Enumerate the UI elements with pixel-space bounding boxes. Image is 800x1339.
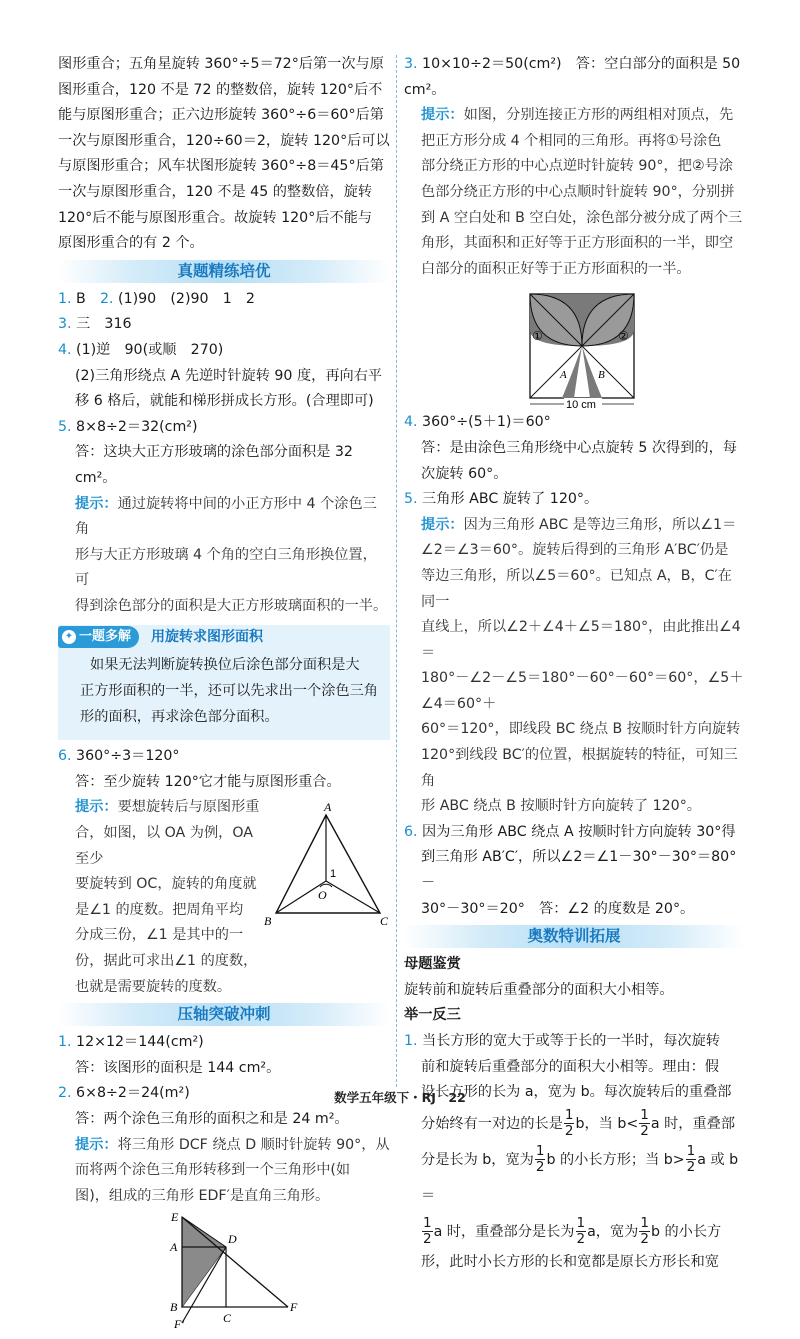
square-rotation-figure <box>522 290 642 410</box>
press-answer-2-tip: 提示：将三角形 DCF 绕点 D 顺时针旋转 90°，从 <box>75 1136 390 1153</box>
answer-6-tip: 提示：要想旋转后与原图形重 <box>75 799 260 816</box>
svg-text:B: B <box>170 1300 178 1315</box>
svg-text:C: C <box>380 914 389 929</box>
fraction: $\frac{1}{2}$ <box>640 1215 649 1248</box>
tip-line: 60°＝120°，即线段 BC 绕点 B 按顺时针方向旋转 <box>421 721 741 738</box>
intro-line: 120°后不能与原图形重合。故旋转 120°后不能与 <box>58 209 373 226</box>
answer-4: 4. (1)逆 90(或顺 270) <box>58 341 224 358</box>
tip-line: 而将两个涂色三角形转移到一个三角形中(如 <box>75 1162 351 1179</box>
box-line: 如果无法判断旋转换位后涂色部分面积是大 <box>90 657 360 674</box>
answer-4-reply: 答：是由涂色三角形绕中心点旋转 5 次得到的，每 <box>421 439 737 456</box>
answer-5-right: 5. 三角形 ABC 旋转了 120°。 <box>404 491 599 508</box>
tip-line: 直线上，所以∠2＋∠4＋∠5＝180°，由此推出∠4＝ <box>421 619 741 661</box>
svg-text:O: O <box>318 888 327 903</box>
answer-6: 6. 360°÷3＝120° <box>58 748 180 765</box>
tip-line: 份，据此可求出∠1 的度数， <box>75 953 258 969</box>
tip-line: 色部分绕正方形的中心点顺时针旋转 90°，分别拼 <box>421 183 735 200</box>
answer-4-line: (2)三角形绕点 A 先逆时针旋转 90 度，再向右平 <box>75 367 383 384</box>
tip-line: 形与大正方形玻璃 4 个角的空白三角形换位置，可 <box>75 546 377 589</box>
fraction: $\frac{1}{2}$ <box>423 1215 432 1248</box>
svg-text:①: ① <box>532 329 543 344</box>
answer-6-line: 到三角形 AB′C′，所以∠2＝∠1－30°－30°＝80°－ <box>421 849 737 892</box>
tip-line: 形 ABC 绕点 B 按顺时针方向旋转了 120°。 <box>421 798 701 815</box>
answer-4-right: 4. 360°÷(5＋1)＝60° <box>404 414 551 431</box>
mother-title: 母题鉴赏 <box>404 956 461 973</box>
svg-text:B: B <box>598 369 605 382</box>
press-answer-1: 1. 12×12＝144(cm²) <box>58 1034 204 1051</box>
svg-text:A: A <box>560 369 567 382</box>
answer-6-reply: 答：至少旋转 120°它才能与原图形重合。 <box>75 773 341 790</box>
section-banner-yazhou: 压轴突破冲刺 <box>58 1003 390 1026</box>
svg-text:1: 1 <box>330 868 337 881</box>
intro-line: 原图形重合的有 2 个。 <box>58 235 204 252</box>
tip-line: 白部分的面积正好等于正方形面积的一半。 <box>421 260 691 277</box>
juyi-line: 形，此时小长方形的长和宽都是原长方形长和宽 <box>421 1253 719 1270</box>
answer-4-reply: 次旋转 60°。 <box>421 465 508 482</box>
tip-line: 角形，其面积和正好等于正方形面积的一半，即空 <box>421 235 734 252</box>
multi-solution-title: 用旋转求图形面积 <box>151 628 264 645</box>
answer-6-line: 30°－30°＝20° 答：∠2 的度数是 20°。 <box>421 900 695 917</box>
intro-line: 能与原图形重合；正六边形旋转 360°÷6＝60°后第 <box>58 107 384 124</box>
tip-line: 要旋转到 OC，旋转的角度就 <box>75 876 257 893</box>
svg-text:②: ② <box>618 329 629 344</box>
fraction: $\frac{1}{2}$ <box>686 1143 696 1176</box>
svg-text:D: D <box>228 1232 237 1247</box>
tip-line: 180°－∠2－∠5＝180°－60°－60°＝60°，∠5＋∠4＝60°＋ <box>421 670 744 712</box>
intro-line: 一次与原图形重合，120÷60＝2，旋转 120°后可以 <box>58 132 390 149</box>
answer-3: 3. 三 316 <box>58 316 132 333</box>
multi-solution-tag: ✦ 一题多解 <box>58 626 139 648</box>
page-footer: 数学五年级下・RJ 22 <box>334 1090 466 1105</box>
answer-5-tip: 提示：通过旋转将中间的小正方形中 4 个涂色三角 <box>75 495 377 538</box>
intro-line: 图形重合；五角星旋转 360°÷5＝72°后第一次与原 <box>58 56 384 72</box>
svg-text:A: A <box>170 1240 178 1255</box>
intro-line: 图形重合，120 不是 72 的整数倍，旋转 120°后不 <box>58 81 383 98</box>
svg-text:10 cm: 10 cm <box>566 399 596 412</box>
intro-line: 一次与原图形重合，120 不是 45 的整数倍，旋转 <box>58 183 373 200</box>
press-answer-2-reply: 答：两个涂色三角形的面积之和是 24 m²。 <box>75 1110 349 1127</box>
fraction: $\frac{1}{2}$ <box>640 1107 649 1140</box>
left-column <box>58 52 390 1339</box>
svg-text:F′: F′ <box>174 1317 184 1332</box>
section-banner-zhenti: 真题精练培优 <box>58 260 390 283</box>
svg-text:E: E <box>171 1210 179 1225</box>
answer-5-tip: 提示：因为三角形 ABC 是等边三角形，所以∠1＝ <box>421 516 737 533</box>
tip-line: 120°到线段 BC′的位置，根据旋转的特征，可知三角 <box>421 747 738 789</box>
svg-text:F: F <box>290 1300 298 1315</box>
answer-6-tip-block <box>58 795 390 1000</box>
equilateral-triangle-figure <box>264 800 390 933</box>
section-banner-aoshu: 奥数特训拓展 <box>404 925 744 948</box>
svg-text:B: B <box>264 914 272 929</box>
tip-line: 到 A 空白处和 B 空白处，涂色部分被分成了两个三 <box>421 209 743 226</box>
multi-solution-box <box>58 625 390 740</box>
answer-3-right: 3. 10×10÷2＝50(cm²) 答：空白部分的面积是 50 cm²。 <box>404 56 741 98</box>
tip-line: 是∠1 的度数。把周角平均 <box>75 901 244 918</box>
answer-5-reply: 答：这块大正方形玻璃的涂色部分面积是 32 cm²。 <box>75 444 353 486</box>
answer-5: 5. 8×8÷2＝32(cm²) <box>58 418 198 435</box>
svg-text:A: A <box>324 800 332 815</box>
fraction: $\frac{1}{2}$ <box>564 1107 574 1140</box>
box-line: 形的面积，再求涂色部分面积。 <box>80 708 279 725</box>
fraction: $\frac{1}{2}$ <box>535 1143 545 1176</box>
juyi-line: $\frac{1}{2}$ a 时，重叠部分是长为 $\frac{1}{2}$ a，宽为 $\frac{1}{2}$ b 的小长方 <box>423 1215 722 1248</box>
press-answer-1-reply: 答：该图形的面积是 144 cm²。 <box>75 1059 281 1076</box>
tip-line: 也就是需要旋转的度数。 <box>75 978 232 995</box>
juyi-answer-1: 1. 当长方形的宽大于或等于长的一半时，每次旋转 <box>404 1033 720 1049</box>
answer-6-right: 6. 因为三角形 ABC 绕点 A 按顺时针方向旋转 30°得 <box>404 823 736 840</box>
tip-line: 等边三角形，所以∠5＝60°。已知点 A，B，C′在同一 <box>421 567 732 610</box>
tip-line: 部分绕正方形的中心点逆时针旋转 90°，把②号涂 <box>421 158 733 175</box>
tip-line: 图)，组成的三角形 EDF′是直角三角形。 <box>75 1187 330 1204</box>
column-divider <box>396 55 397 1087</box>
answer-4-line: 移 6 格后，就能和梯形拼成长方形。(合理即可) <box>75 393 374 410</box>
lightbulb-icon: ✦ <box>62 630 76 644</box>
juyi-line: 设长方形的长为 a，宽为 b。每次旋转后的重叠部 <box>421 1084 732 1101</box>
answer-3-tip: 提示：如图，分别连接正方形的两组相对顶点，先 <box>421 107 734 124</box>
tip-line: 合，如图，以 OA 为例，OA 至少 <box>75 825 253 867</box>
right-triangle-figure <box>118 1210 318 1332</box>
tip-line: 分成三份，∠1 是其中的一 <box>75 927 244 944</box>
svg-text:C: C <box>223 1311 232 1326</box>
tip-line: ∠2＝∠3＝60°。旋转后得到的三角形 A′BC′仍是 <box>421 542 729 559</box>
tip-line: 得到涂色部分的面积是大正方形玻璃面积的一半。 <box>75 597 388 614</box>
box-line: 正方形面积的一半，还可以先求出一个涂色三角 <box>80 683 378 700</box>
juyi-line: 分是长为 b，宽为 $\frac{1}{2}$ b 的小长方形；当 b> $\frac{1}{2}$ a 或 b＝ <box>421 1143 739 1204</box>
juyi-line: 分始终有一对边的长是 $\frac{1}{2}$ b，当 b< $\frac{1}{2}$ a 时，重叠部 <box>421 1107 736 1140</box>
juyi-title: 举一反三 <box>404 1007 461 1024</box>
mother-body: 旋转前和旋转后重叠部分的面积大小相等。 <box>404 981 674 998</box>
press-answer-2: 2. 6×8÷2＝24(m²) <box>58 1085 190 1102</box>
fraction: $\frac{1}{2}$ <box>576 1215 586 1248</box>
answer-1-2: 1. B 2. (1)90 (2)90 1 2 <box>58 290 255 307</box>
tip-line: 把正方形分成 4 个相同的三角形。再将①号涂色 <box>421 132 722 149</box>
juyi-line: 前和旋转后重叠部分的面积大小相等。理由：假 <box>421 1058 719 1075</box>
intro-line: 与原图形重合；风车状图形旋转 360°÷8＝45°后第 <box>58 158 384 175</box>
